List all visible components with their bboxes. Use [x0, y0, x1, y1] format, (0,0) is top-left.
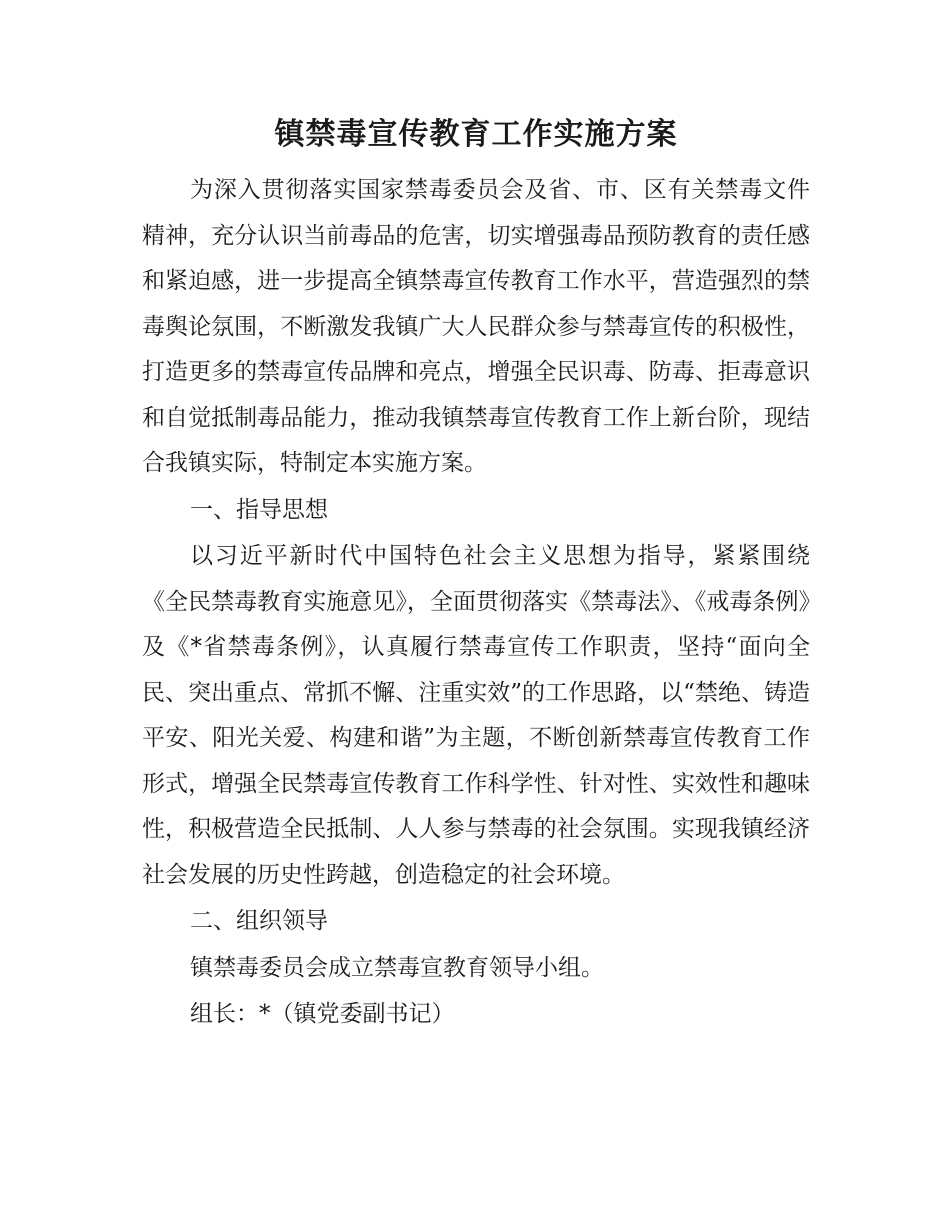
intro-paragraph: 为深入贯彻落实国家禁毒委员会及省、市、区有关禁毒文件精神，充分认识当前毒品的危害，切实增强毒品预防教育的责任感和紧迫感，进一步提高全镇禁毒宣传教育工作水平，营造强烈的禁毒舆论氛围，不断激发我镇广大人民群众参与禁毒宣传的积极性，打造更多的禁毒宣传品牌和亮点，增强全民识毒、防毒、拒毒意识和自觉抵制毒品能力，推动我镇禁毒宣传教育工作上新台阶，现结合我镇实际，特制定本实施方案。: [142, 177, 810, 476]
section-heading-guiding-ideology: 一、指导思想: [190, 496, 328, 523]
guiding-ideology-paragraph: 以习近平新时代中国特色社会主义思想为指导，紧紧围绕《全民禁毒教育实施意见》，全面贯彻落实《禁毒法》、《戒毒条例》及《*省禁毒条例》，认真履行禁毒宣传工作职责，坚持“面向全民、突出重点、常抓不懈、注重实效”的工作思路，以“禁绝、铸造平安、阳光关爱、构建和谐”为主题，不断创新禁毒宣传教育工作形式，增强全民禁毒宣传教育工作科学性、针对性、实效性和趣味性，积极营造全民抵制、人人参与禁毒的社会氛围。实现我镇经济社会发展的历史性跨越，创造稳定的社会环境。: [142, 543, 810, 888]
section-heading-organization: 二、组织领导: [190, 908, 328, 934]
document-title: 镇禁毒宣传教育工作实施方案: [274, 117, 678, 152]
organization-paragraph: 镇禁毒委员会成立禁毒宣教育领导小组。: [190, 954, 604, 981]
leader-line: 组长：*（镇党委副书记）: [190, 1001, 455, 1027]
